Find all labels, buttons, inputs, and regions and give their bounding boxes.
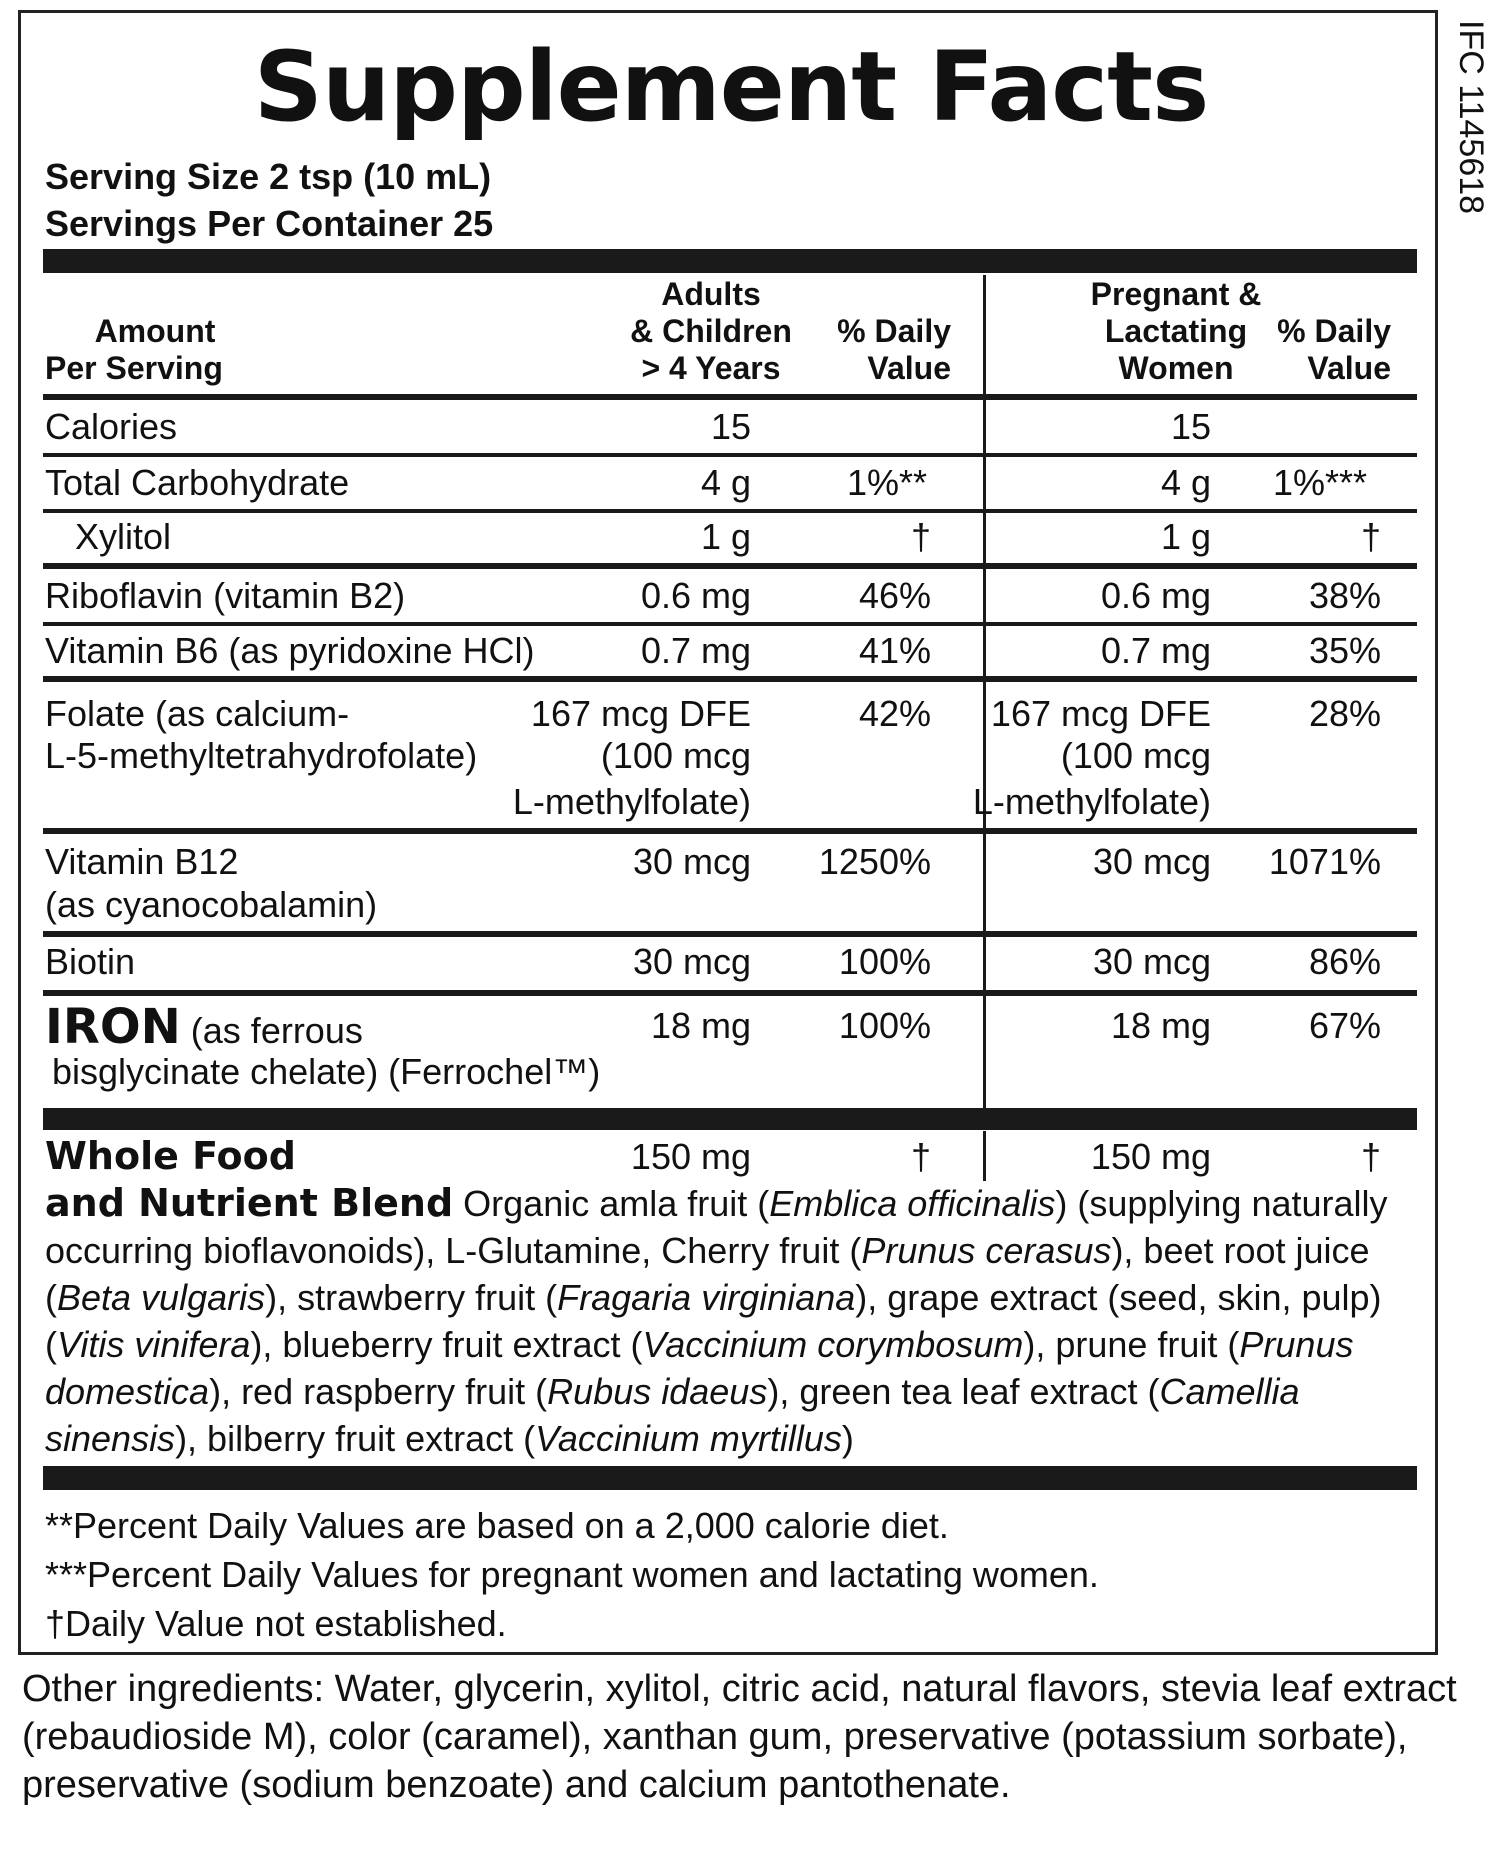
adult-amount: 1 g: [700, 516, 751, 557]
nutrient-name: Xylitol: [75, 516, 172, 557]
pregnant-daily-value: 38%: [1308, 575, 1381, 616]
adult-amount-line-1: 167 mcg DFE: [530, 693, 751, 734]
header-pregnant-1: Pregnant &: [1090, 276, 1262, 312]
species-name: Emblica officinalis: [769, 1183, 1056, 1224]
panel-title: Supplement Facts: [253, 31, 1209, 143]
nutrient-name-line-1: Folate (as calcium-: [45, 693, 350, 734]
species-name: Fragaria virginiana: [557, 1277, 856, 1318]
column-divider-lower: [983, 1131, 986, 1181]
ingredient-text: ), strawberry fruit (: [265, 1277, 558, 1318]
pregnant-amount: 18 mg: [1110, 1005, 1211, 1046]
header-pregnant-3: Women: [1118, 350, 1234, 386]
footnote: †Daily Value not established.: [45, 1603, 507, 1644]
ingredient-text: ), red raspberry fruit (: [209, 1371, 548, 1412]
ingredient-text: ), beet root juice (: [45, 1230, 1370, 1318]
nutrient-name: Vitamin B6 (as pyridoxine HCl): [45, 630, 535, 671]
adult-amount: 15: [710, 406, 751, 447]
header-adults-3: > 4 Years: [641, 350, 781, 386]
pregnant-amount: 30 mcg: [1092, 841, 1211, 882]
footnote: **Percent Daily Values are based on a 2,000 calorie diet.: [45, 1505, 949, 1546]
pregnant-amount-line-1: 167 mcg DFE: [990, 693, 1211, 734]
row-divider: [43, 676, 1417, 682]
pregnant-amount: 1 g: [1160, 516, 1211, 557]
adult-daily-value: 46%: [858, 575, 931, 616]
serving-size: Serving Size 2 tsp (10 mL): [45, 156, 492, 197]
row-divider: [43, 990, 1417, 996]
ingredient-text: ), grape extract (seed, skin, pulp) (: [45, 1277, 1382, 1365]
header-amount-1: Amount: [94, 313, 216, 349]
adult-amount: 4 g: [700, 462, 751, 503]
pregnant-amount: 30 mcg: [1092, 941, 1211, 982]
nutrient-name-line-2: (as cyanocobalamin): [45, 884, 378, 925]
adult-daily-value: 1250%: [818, 841, 931, 882]
row-divider: [43, 453, 1417, 457]
pregnant-amount: 4 g: [1160, 462, 1211, 503]
thick-divider-blend: [43, 1108, 1417, 1130]
blend-pregnant-daily-value: †: [1360, 1136, 1381, 1177]
row-divider: [43, 509, 1417, 513]
nutrient-name-line-1: Vitamin B12: [45, 841, 239, 882]
adult-amount: 18 mg: [650, 1005, 751, 1046]
ingredient-text: ), green tea leaf extract (: [767, 1371, 1160, 1412]
blend-ingredients: [45, 1180, 1415, 1462]
adult-amount-line-2: (100 mcg: [600, 735, 751, 776]
blend-name-line-2: and Nutrient Blend: [45, 1181, 454, 1225]
ingredient-text: ), prune fruit (: [1023, 1324, 1240, 1365]
nutrient-name: Calories: [45, 406, 178, 447]
header-daily-value-preg-2: Value: [1307, 350, 1391, 386]
blend-name-line-1: Whole Food: [45, 1134, 296, 1178]
header-daily-value-2: Value: [867, 350, 951, 386]
header-daily-value-preg-1: % Daily: [1277, 313, 1391, 349]
adult-amount: 30 mcg: [632, 941, 751, 982]
adult-daily-value: 100%: [838, 1005, 931, 1046]
iron-label: IRON: [45, 999, 181, 1055]
nutrient-name: Total Carbohydrate: [45, 462, 350, 503]
servings-per-container: Servings Per Container 25: [45, 203, 494, 244]
nutrient-name: Biotin: [45, 941, 136, 982]
iron-form: (as ferrous: [180, 1010, 363, 1051]
side-code: IFC 1145618: [1452, 20, 1490, 215]
supplement-facts-panel: [18, 10, 1438, 1655]
header-divider: [43, 394, 1417, 400]
nutrient-name-line-2: L-5-methyltetrahydrofolate): [45, 735, 478, 776]
nutrient-name-line-1: [45, 999, 363, 1059]
species-name: Vaccinium myrtillus: [535, 1418, 842, 1459]
adult-daily-value: †: [910, 516, 931, 557]
species-name: Rubus idaeus: [547, 1371, 768, 1412]
header-adults-2: & Children: [630, 313, 792, 349]
header-amount-2: Per Serving: [45, 350, 223, 386]
blend-adult-daily-value: †: [910, 1136, 931, 1177]
pregnant-daily-value: 1071%: [1268, 841, 1381, 882]
adult-amount: 0.6 mg: [640, 575, 751, 616]
species-name: Beta vulgaris: [57, 1277, 266, 1318]
thick-divider-top: [43, 249, 1417, 273]
species-name: Prunus cerasus: [861, 1230, 1112, 1271]
adult-amount: 30 mcg: [632, 841, 751, 882]
adult-amount-line-3: L-methylfolate): [512, 781, 751, 822]
pregnant-amount: 0.6 mg: [1100, 575, 1211, 616]
adult-daily-value: 1%**: [847, 462, 928, 503]
nutrient-name: Riboflavin (vitamin B2): [45, 575, 406, 616]
other-ingredients: Other ingredients: Water, glycerin, xylitol, citric acid, natural flavors, stevia leaf extract (rebaudioside M), color (caramel), xanthan gum, preservative (potassium sorbate), preservative (sodium benzoate) and calcium pantothenate.: [22, 1668, 1457, 1806]
row-divider: [43, 931, 1417, 937]
row-divider: [43, 828, 1417, 834]
ingredient-text: ), bilberry fruit extract (: [175, 1418, 536, 1459]
species-name: Vitis vinifera: [57, 1324, 251, 1365]
row-divider: [43, 563, 1417, 569]
footnote: ***Percent Daily Values for pregnant women and lactating women.: [45, 1554, 1099, 1595]
pregnant-amount: 0.7 mg: [1100, 630, 1211, 671]
ingredient-text: ): [841, 1418, 854, 1459]
pregnant-daily-value: 86%: [1308, 941, 1381, 982]
row-divider: [43, 622, 1417, 626]
header-pregnant-2: Lactating: [1104, 313, 1248, 349]
pregnant-daily-value: †: [1360, 516, 1381, 557]
pregnant-daily-value: 67%: [1308, 1005, 1381, 1046]
adult-daily-value: 41%: [858, 630, 931, 671]
blend-pregnant-amount: 150 mg: [1090, 1136, 1211, 1177]
thick-divider-footnotes: [43, 1466, 1417, 1490]
species-name: Prunus domestica: [45, 1324, 1354, 1412]
adult-daily-value: 100%: [838, 941, 931, 982]
ingredient-text: ) (supplying naturally occurring bioflavonoids), L-Glutamine, Cherry fruit (: [45, 1183, 1388, 1271]
ingredient-text: ), blueberry fruit extract (: [250, 1324, 643, 1365]
pregnant-daily-value: 1%***: [1273, 462, 1368, 503]
adult-amount: 0.7 mg: [640, 630, 751, 671]
pregnant-daily-value: 28%: [1308, 693, 1381, 734]
adult-daily-value: 42%: [858, 693, 931, 734]
ingredient-text: Organic amla fruit (: [453, 1183, 770, 1224]
header-adults-1: Adults: [661, 276, 761, 312]
pregnant-amount-line-3: L-methylfolate): [972, 781, 1211, 822]
pregnant-amount-line-2: (100 mcg: [1060, 735, 1211, 776]
column-divider-upper: [983, 275, 986, 1108]
header-daily-value-1: % Daily: [837, 313, 951, 349]
species-name: Vaccinium corymbosum: [642, 1324, 1024, 1365]
species-name: Camellia sinensis: [45, 1371, 1300, 1459]
pregnant-amount: 15: [1170, 406, 1211, 447]
nutrient-name-line-2: bisglycinate chelate) (Ferrochel™): [52, 1051, 601, 1092]
blend-adult-amount: 150 mg: [630, 1136, 751, 1177]
pregnant-daily-value: 35%: [1308, 630, 1381, 671]
